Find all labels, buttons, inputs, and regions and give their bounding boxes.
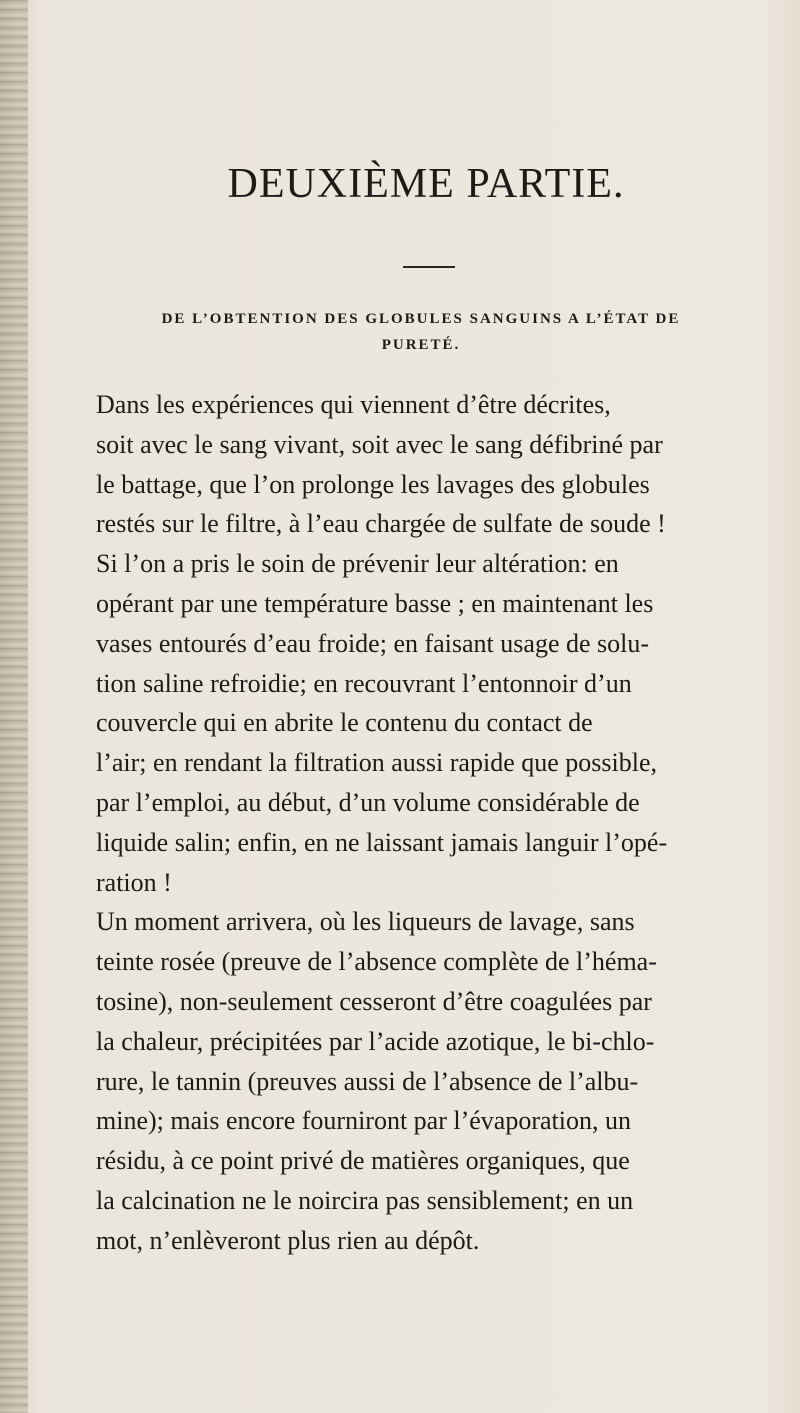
text-line: Si l’on a pris le soin de prévenir leur altération: en: [96, 549, 619, 579]
paragraph-3: [96, 902, 746, 1260]
text-line: la chaleur, précipitées par l’acide azotique, le bi-chlo-: [96, 1026, 655, 1056]
text-line: par l’emploi, au début, d’un volume considérable de: [96, 787, 640, 817]
text-line: la calcination ne le noircira pas sensiblement; en un: [96, 1185, 634, 1215]
text-line: opérant par une température basse ; en maintenant les: [96, 588, 654, 618]
text-line: Dans les expériences qui viennent d’être décrites,: [96, 390, 611, 419]
part-title: DEUXIÈME PARTIE.: [227, 161, 625, 207]
text-line: rure, le tannin (preuves aussi de l’absence de l’albu-: [96, 1066, 639, 1096]
text-line: restés sur le filtre, à l’eau chargée de sulfate de soude !: [96, 509, 666, 539]
text-line: l’air; en rendant la filtration aussi rapide que possible,: [96, 748, 657, 778]
text-line: mot, n’enlèveront plus rien au dépôt.: [96, 1225, 480, 1255]
text-line: soit avec le sang vivant, soit avec le sang défibriné par: [96, 429, 663, 459]
book-spine-edge: [0, 0, 28, 1413]
text-line: couvercle qui en abrite le contenu du contact de: [96, 708, 593, 738]
text-line: mine); mais encore fourniront par l’évaporation, un: [96, 1106, 631, 1136]
text-line: vases entourés d’eau froide; en faisant usage de solu-: [96, 628, 650, 658]
text-line: le battage, que l’on prolonge les lavages des globules: [96, 469, 650, 499]
text-line: ration !: [96, 867, 172, 897]
chapter-heading-line-2: PURETÉ.: [381, 337, 461, 353]
text-line: Un moment arrivera, où les liqueurs de lavage, sans: [96, 907, 635, 937]
text-line: teinte rosée (preuve de l’absence complète de l’héma-: [96, 947, 657, 977]
chapter-heading: [96, 306, 746, 358]
paragraph-2: [96, 544, 746, 902]
text-line: résidu, à ce point privé de matières organiques, que: [96, 1146, 630, 1176]
chapter-heading-line-1: DE L’OBTENTION DES GLOBULES SANGUINS A L’ÉTAT DE: [161, 311, 681, 327]
text-line: tion saline refroidie; en recouvrant l’entonnoir d’un: [96, 668, 632, 698]
title-rule: [403, 266, 455, 268]
paragraph-1: [96, 385, 746, 544]
text-line: tosine), non-seulement cesseront d’être coagulées par: [96, 986, 652, 1016]
page-content: [96, 160, 746, 1261]
text-line: liquide salin; enfin, en ne laissant jamais languir l’opé-: [96, 827, 668, 857]
